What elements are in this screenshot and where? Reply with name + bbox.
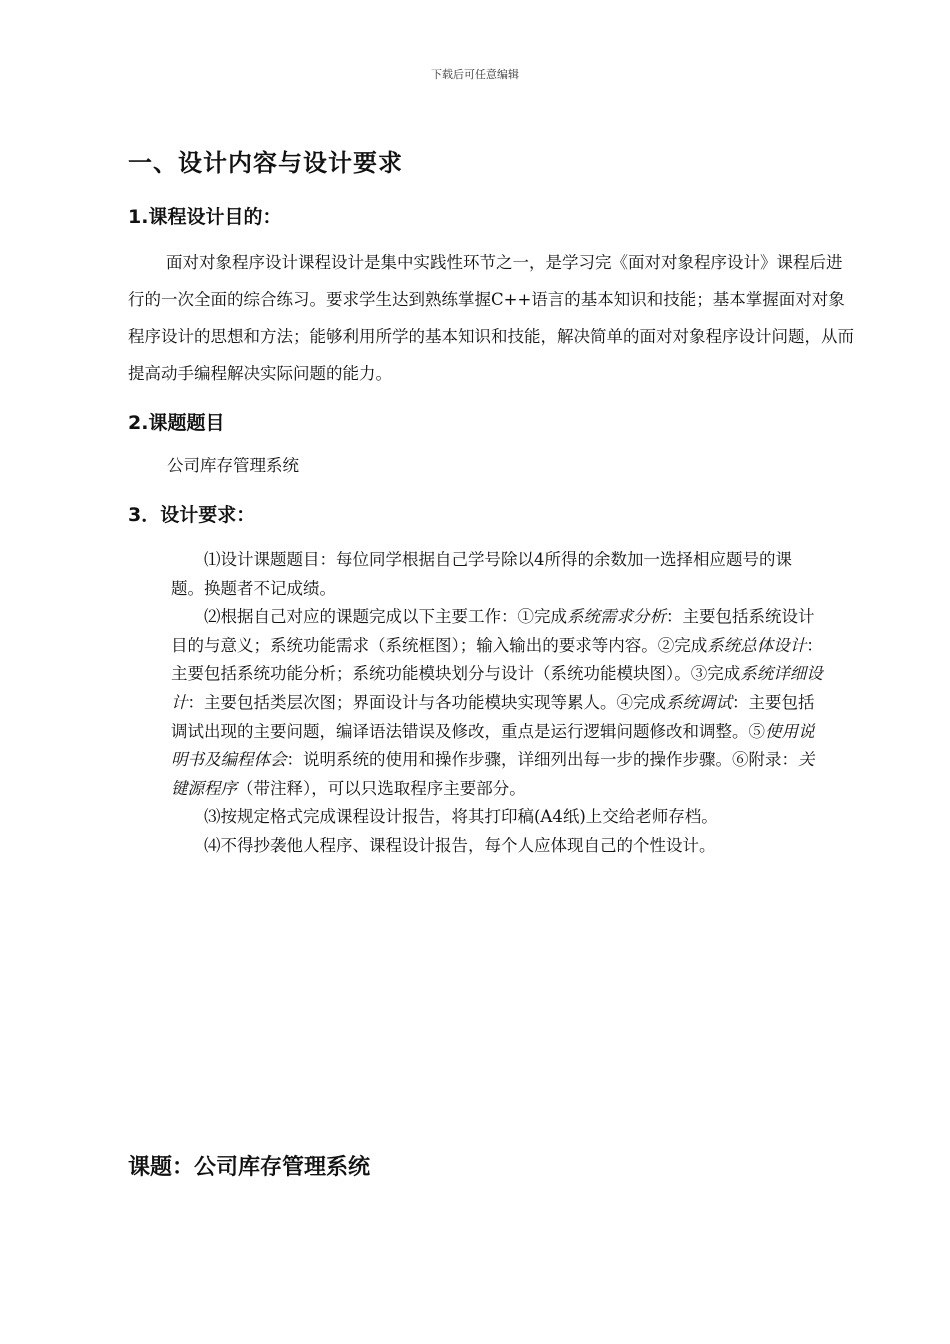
requirement-item-1: ⑴设计课题题目：每位同学根据自己学号除以4所得的余数加一选择相应题号的课题。换题者不记成绩。: [171, 550, 792, 598]
section-title: 一、设计内容与设计要求: [128, 149, 403, 177]
requirement-item-4: ⑷不得抄袭他人程序、课程设计报告，每个人应体现自己的个性设计。: [204, 835, 716, 855]
requirement-item-2: ⑵根据自己对应的课题完成以下主要工作：①完成系统需求分析：主要包括系统设计目的与意义；系统功能需求（系统框图）；输入输出的要求等内容。②完成系统总体设计：主要包括系统功能分析；系统功能模块划分与设计（系统功能模块图）。③完成系统详细设计：主要包括类层次图；界面设计与各功能模块实现等累人。④完成系统调试：主要包括调试出现的主要问题，编译语法错误及修改，重点是运行逻辑问题修改和调整。⑤使用说明书及编程体会：说明系统的使用和操作步骤，详细列出每一步的操作步骤。⑥附录：关键源程序（带注释），可以只选取程序主要部分。: [171, 607, 823, 798]
purpose-paragraph: 面对对象程序设计课程设计是集中实践性环节之一，是学习完《面对对象程序设计》课程后进行的一次全面的综合练习。要求学生达到熟练掌握C++语言的基本知识和技能；基本掌握面对对象程序设计的思想和方法；能够利用所学的基本知识和技能，解决简单的面对对象程序设计问题，从而提高动手编程解决实际问题的能力。: [128, 253, 854, 383]
topic-text: 公司库存管理系统: [167, 456, 299, 475]
header-note: 下载后可任意编辑: [431, 68, 519, 81]
emphasis-overall-design: 系统总体设计: [707, 635, 807, 655]
emphasis-debugging: 系统调试: [666, 692, 732, 712]
requirements-list: [171, 546, 823, 861]
requirement-item-3: ⑶按规定格式完成课程设计报告，将其打印稿(A4纸)上交给老师存档。: [204, 807, 718, 827]
emphasis-detailed-design: 系统详细设计: [171, 664, 823, 712]
emphasis-key-source: 关键源程序: [171, 750, 815, 798]
emphasis-requirements-analysis: 系统需求分析: [567, 607, 666, 627]
purpose-heading: 1.课程设计目的：: [128, 206, 282, 228]
topic-title: 课题：公司库存管理系统: [128, 1155, 371, 1180]
topic-heading: 2.课题题目: [128, 412, 225, 434]
emphasis-user-manual: 使用说明书及编程体会: [171, 721, 815, 770]
requirements-heading: 3．设计要求：: [128, 504, 256, 526]
